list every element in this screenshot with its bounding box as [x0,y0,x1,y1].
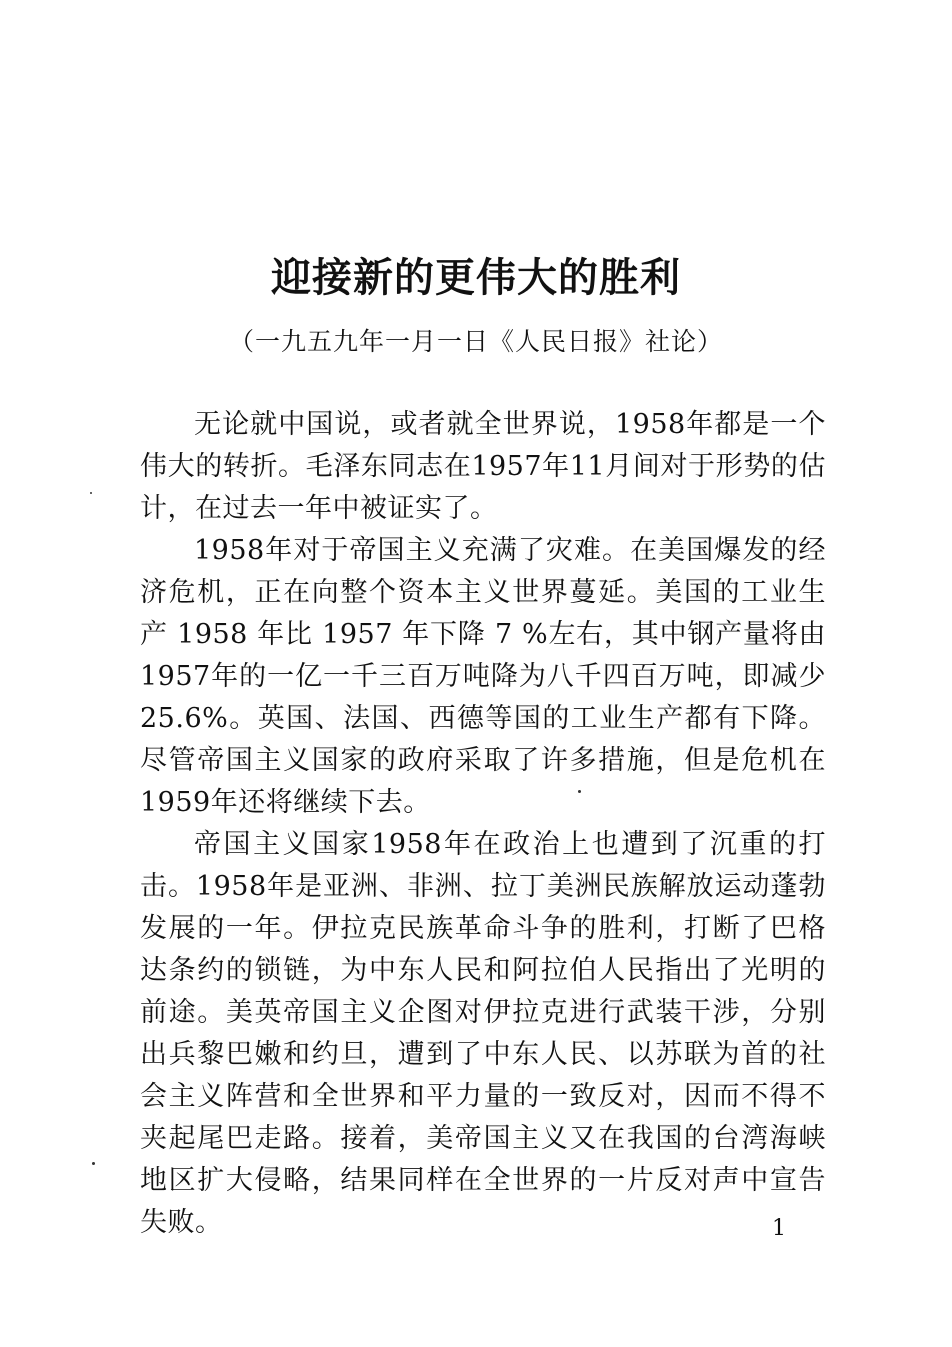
page-title: 迎接新的更伟大的胜利 [271,255,681,301]
page-number: 1 [772,1216,786,1241]
paragraph-2: 1958年对于帝国主义充满了灾难。在美国爆发的经济危机，正在向整个资本主义世界蔓延。美国的工业生产 1958 年比 1957 年下降 7 %左右，其中钢产量将由1957年的一亿一千三百万吨降为八千四百万吨，即减少25.6%。英国、法国、西德等国的工业生产都有下降。尽管帝国主义国家的政府采取了许多措施，但是危机在1959年还将继续下去。 [140,535,826,818]
scan-speck [578,790,581,793]
paragraph-1: 无论就中国说，或者就全世界说，1958年都是一个伟大的转折。毛泽东同志在1957年11月间对于形势的估计，在过去一年中被证实了。 [140,409,826,524]
article-body [140,404,826,1244]
paragraph-3: 帝国主义国家1958年在政治上也遭到了沉重的打击。1958年是亚洲、非洲、拉丁美洲民族解放运动蓬勃发展的一年。伊拉克民族革命斗争的胜利，打断了巴格达条约的锁链，为中东人民和阿拉伯人民指出了光明的前途。美英帝国主义企图对伊拉克进行武装干涉，分别出兵黎巴嫩和约旦，遭到了中东人民、以苏联为首的社会主义阵营和全世界和平力量的一致反对，因而不得不夹起尾巴走路。接着，美帝国主义又在我国的台湾海峡地区扩大侵略，结果同样在全世界的一片反对声中宣告失败。 [140,829,826,1238]
scan-speck [90,492,92,494]
scan-speck [92,1162,95,1165]
page-subtitle: （一九五九年一月一日《人民日报》社论） [228,327,723,356]
